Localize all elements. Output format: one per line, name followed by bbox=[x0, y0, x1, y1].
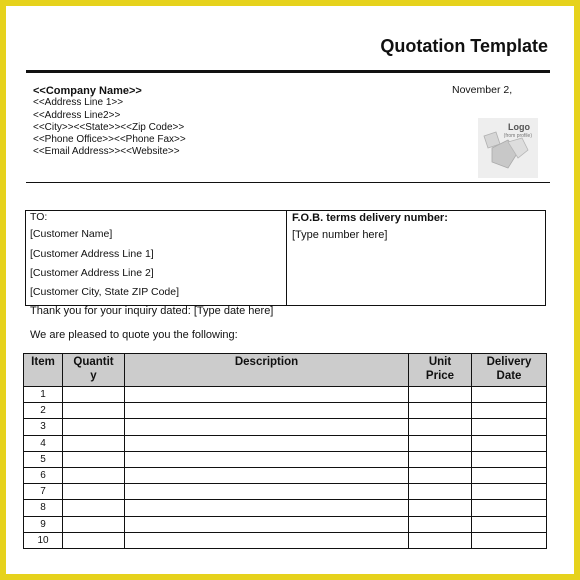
quantity-cell[interactable] bbox=[63, 532, 125, 548]
inquiry-thanks-text[interactable]: Thank you for your inquiry dated: [Type date here] bbox=[30, 305, 274, 317]
fob-number-field[interactable]: [Type number here] bbox=[292, 229, 388, 241]
unit-price-cell[interactable] bbox=[409, 516, 472, 532]
table-row bbox=[24, 467, 547, 483]
delivery-date-cell[interactable] bbox=[472, 516, 547, 532]
unit-price-cell[interactable] bbox=[409, 532, 472, 548]
delivery-date-cell[interactable] bbox=[472, 387, 547, 403]
quantity-cell[interactable] bbox=[63, 484, 125, 500]
delivery-date-cell[interactable] bbox=[472, 403, 547, 419]
description-cell[interactable] bbox=[125, 387, 409, 403]
delivery-date-cell[interactable] bbox=[472, 500, 547, 516]
customer-city-state-zip[interactable]: [Customer City, State ZIP Code] bbox=[30, 286, 179, 298]
delivery-date-cell[interactable] bbox=[472, 467, 547, 483]
description-cell[interactable] bbox=[125, 435, 409, 451]
description-cell[interactable] bbox=[125, 403, 409, 419]
logo-placeholder bbox=[478, 118, 538, 178]
item-number: 8 bbox=[24, 500, 63, 516]
item-number: 10 bbox=[24, 532, 63, 548]
company-block bbox=[33, 85, 186, 159]
item-number: 5 bbox=[24, 451, 63, 467]
company-phone: <<Phone Office>><<Phone Fax>> bbox=[33, 134, 186, 146]
quantity-cell[interactable] bbox=[63, 403, 125, 419]
table-row bbox=[24, 484, 547, 500]
quantity-cell[interactable] bbox=[63, 451, 125, 467]
unit-price-cell[interactable] bbox=[409, 403, 472, 419]
item-number: 3 bbox=[24, 419, 63, 435]
item-number: 1 bbox=[24, 387, 63, 403]
unit-price-cell[interactable] bbox=[409, 435, 472, 451]
header-divider bbox=[26, 70, 550, 73]
company-address-line-2: <<Address Line2>> bbox=[33, 109, 121, 121]
quote-intro-text: We are pleased to quote you the following: bbox=[30, 329, 238, 341]
item-number: 6 bbox=[24, 467, 63, 483]
unit-price-cell[interactable] bbox=[409, 500, 472, 516]
fob-title: F.O.B. terms delivery number: bbox=[292, 212, 448, 224]
description-cell[interactable] bbox=[125, 451, 409, 467]
company-address-line-1: <<Address Line 1>> bbox=[33, 97, 124, 109]
customer-address-line-1[interactable]: [Customer Address Line 1] bbox=[30, 248, 154, 260]
to-label: TO: bbox=[30, 211, 48, 223]
item-number: 7 bbox=[24, 484, 63, 500]
table-row bbox=[24, 451, 547, 467]
description-cell[interactable] bbox=[125, 516, 409, 532]
header-quantity: Quantit y bbox=[63, 354, 125, 387]
description-cell[interactable] bbox=[125, 419, 409, 435]
logo-label: Logo bbox=[508, 122, 530, 132]
unit-price-cell[interactable] bbox=[409, 467, 472, 483]
quote-date: November 2, bbox=[452, 84, 513, 96]
delivery-date-cell[interactable] bbox=[472, 451, 547, 467]
table-row bbox=[24, 419, 547, 435]
table-row bbox=[24, 500, 547, 516]
header-delivery-date: Delivery Date bbox=[472, 354, 547, 387]
description-cell[interactable] bbox=[125, 467, 409, 483]
quantity-cell[interactable] bbox=[63, 500, 125, 516]
table-row bbox=[24, 516, 547, 532]
quantity-cell[interactable] bbox=[63, 435, 125, 451]
quotation-items-table bbox=[23, 353, 547, 549]
delivery-date-cell[interactable] bbox=[472, 435, 547, 451]
quantity-cell[interactable] bbox=[63, 387, 125, 403]
customer-section bbox=[26, 211, 287, 305]
recipient-box bbox=[25, 210, 546, 306]
quotation-page bbox=[6, 6, 574, 574]
table-row bbox=[24, 532, 547, 548]
header-description: Description bbox=[125, 354, 409, 387]
unit-price-cell[interactable] bbox=[409, 419, 472, 435]
company-city-state-zip: <<City>><<State>><<Zip Code>> bbox=[33, 121, 185, 133]
header-unit-price: Unit Price bbox=[409, 354, 472, 387]
table-row bbox=[24, 435, 547, 451]
logo-sublabel: (from profile) bbox=[503, 133, 532, 139]
table-row bbox=[24, 403, 547, 419]
unit-price-cell[interactable] bbox=[409, 484, 472, 500]
item-number: 4 bbox=[24, 435, 63, 451]
table-header-row bbox=[24, 354, 547, 387]
company-name: <<Company Name>> bbox=[33, 85, 142, 97]
item-number: 9 bbox=[24, 516, 63, 532]
delivery-date-cell[interactable] bbox=[472, 419, 547, 435]
delivery-date-cell[interactable] bbox=[472, 484, 547, 500]
quantity-cell[interactable] bbox=[63, 467, 125, 483]
unit-price-cell[interactable] bbox=[409, 387, 472, 403]
delivery-date-cell[interactable] bbox=[472, 532, 547, 548]
company-email-website: <<Email Address>><<Website>> bbox=[33, 146, 180, 158]
customer-address-line-2[interactable]: [Customer Address Line 2] bbox=[30, 267, 154, 279]
item-number: 2 bbox=[24, 403, 63, 419]
description-cell[interactable] bbox=[125, 484, 409, 500]
customer-name[interactable]: [Customer Name] bbox=[30, 228, 113, 240]
description-cell[interactable] bbox=[125, 532, 409, 548]
page-title: Quotation Template bbox=[380, 36, 548, 56]
header-item: Item bbox=[24, 354, 63, 387]
description-cell[interactable] bbox=[125, 500, 409, 516]
company-divider bbox=[26, 182, 550, 183]
quantity-cell[interactable] bbox=[63, 516, 125, 532]
quantity-cell[interactable] bbox=[63, 419, 125, 435]
table-row bbox=[24, 387, 547, 403]
unit-price-cell[interactable] bbox=[409, 451, 472, 467]
